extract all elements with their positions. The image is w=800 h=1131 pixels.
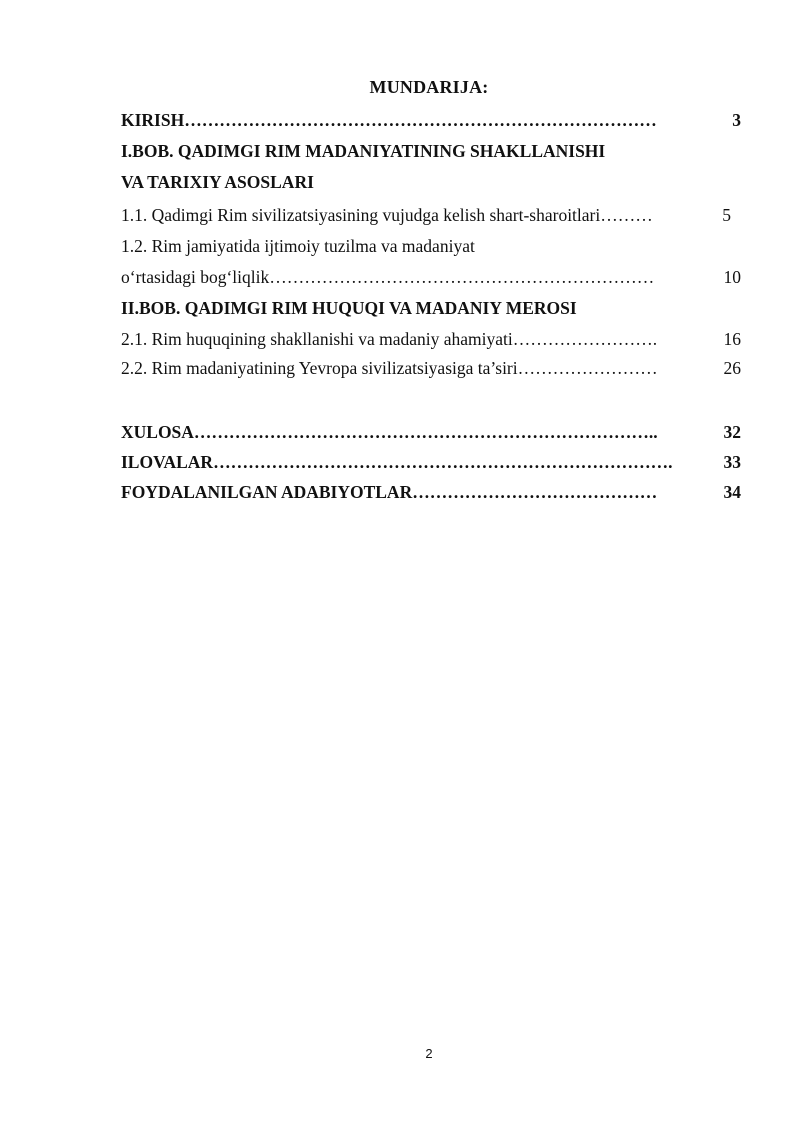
toc-entry-page: 33 (723, 452, 741, 472)
toc-entry-text: o‘rtasidagi bog‘liqlik………………………………………………………… (121, 267, 655, 287)
toc-entry-text: KIRISH……………………………………………………………………… (121, 110, 657, 130)
toc-entry-text: 1.2. Rim jamiyatida ijtimoiy tuzilma va madaniyat (121, 236, 475, 256)
toc-entry-ilovalar (121, 449, 741, 475)
toc-entry-text: 2.2. Rim madaniyatining Yevropa sivilizatsiyasiga ta’siri…………………… (121, 358, 658, 378)
toc-entry-text: XULOSA…………………………………………………………………….. (121, 422, 658, 442)
toc-entry-page: 16 (723, 329, 741, 349)
toc-entry-page: 26 (723, 358, 741, 378)
toc-entry-kirish (121, 107, 741, 133)
page-number: 2 (425, 1046, 433, 1061)
toc-entry-page: 34 (723, 482, 741, 502)
toc-entry-text: FOYDALANILGAN ADABIYOTLAR…………………………………… (121, 482, 658, 502)
toc-entry-text: II.BOB. QADIMGI RIM HUQUQI VA MADANIY MEROSI (121, 298, 577, 318)
toc-chapter-2-heading (121, 295, 741, 321)
toc-entry-page: 32 (723, 422, 741, 442)
toc-entry-2-1 (121, 326, 741, 352)
toc-entry-1-2-line-1 (121, 233, 741, 259)
toc-entry-page: 10 (723, 267, 741, 287)
toc-entry-adabiyotlar (121, 479, 741, 505)
toc-chapter-1-heading-line-1 (121, 138, 741, 164)
toc-entry-text: VA TARIXIY ASOSLARI (121, 172, 314, 192)
toc-entry-xulosa (121, 419, 741, 445)
toc-entry-text: 1.1. Qadimgi Rim sivilizatsiyasining vujudga kelish shart-sharoitlari……… (121, 205, 653, 225)
toc-entry-page: 5 (722, 205, 731, 225)
toc-entry-1-2-line-2 (121, 264, 741, 290)
toc-entry-page: 3 (732, 110, 741, 130)
toc-title: MUNDARIJA: (369, 77, 489, 97)
toc-entry-text: 2.1. Rim huquqining shakllanishi va madaniy ahamiyati……………………. (121, 329, 658, 349)
toc-entry-text: I.BOB. QADIMGI RIM MADANIYATINING SHAKLLANISHI (121, 141, 606, 161)
toc-entry-text: ILOVALAR……………………………………………………………………. (121, 452, 673, 472)
toc-entry-1-1 (121, 202, 741, 228)
toc-entry-2-2 (121, 355, 741, 381)
toc-chapter-1-heading-line-2 (121, 169, 741, 195)
